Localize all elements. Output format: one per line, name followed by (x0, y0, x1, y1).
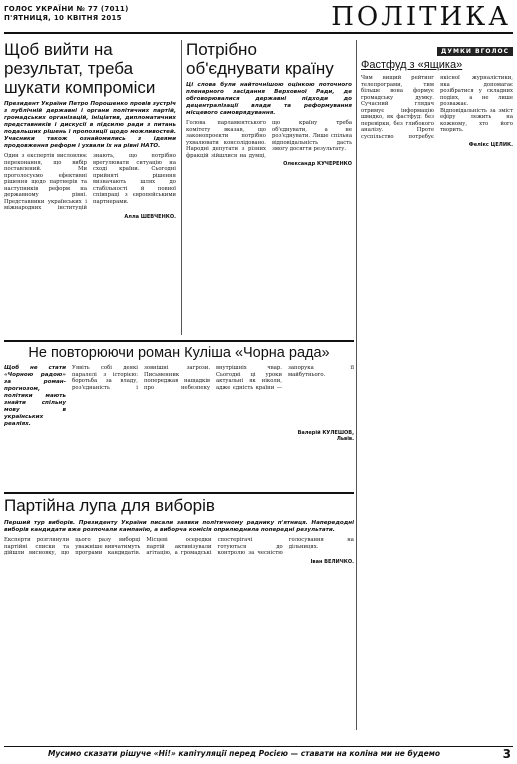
page-footer (4, 746, 513, 761)
article-2-title: Потрібно об'єднувати країну (186, 40, 334, 78)
opinion-column (361, 38, 513, 733)
article-3-lede: Щоб не стати «Чорною радою» за роман-прогнозом, політики мають знайти спільну мову в українських реаліях. (4, 365, 66, 427)
article-3-title: Не повторюючи роман Куліша «Чорна рада» (28, 345, 330, 361)
article-3-body: Уявіть собі деякі паралелі з історією: боротьба за владу, роз'єднаність і зовнішні загрози. Письменник попереджав нащадків про небезпеку внутрішніх чвар. Сьогодні ці уроки актуальні як ніколи, адже єдність країни — запорука її майбутнього. (72, 365, 354, 391)
page-header (4, 4, 513, 34)
page-number: 3 (502, 747, 511, 761)
column-divider (356, 40, 357, 730)
section-divider (4, 492, 354, 494)
article-3 (4, 344, 354, 489)
section-title: ПОЛІТИКА (331, 2, 511, 32)
article-1-lede: Президент України Петро Порошенко провів зустріч з публічній державні і органи політичних партій, громадських організацій, ініціатив, дипломатичних представників і дискусії в підсилю ради з питань подальших рішень і пропозиції щодо можливостей. Учасники також ознайомились з ідеями продовження реформ і ухвали їх на рівні НАТО. (4, 101, 176, 149)
article-1 (4, 40, 176, 340)
column-tag: ДУМКИ ВГОЛОС (437, 47, 513, 56)
article-4 (4, 496, 354, 734)
article-2-author: Олександр КУЧЕРЕНКО (283, 161, 352, 167)
article-2-lede: Ці слова були найточнішою оцінкою поточного пленарного засідання Верховної Ради, де обговорювалися державні підходи до децентралізації влади та реформування місцевого самоврядування. (186, 82, 352, 116)
article-2-body: Голова парламентського комітету вказав, що законопроекти потрібно ухвалювати консолідовано. Народні депутати з різних фракцій зійшлися на думці, що країну треба об'єднувати, а не роз'єднувати. Лише спільна відповідальність дасть змогу досягти результату. (186, 120, 352, 159)
column-body: Чим вищий рейтинг телепрограми, тим більше вона формує громадську думку. Сучасний глядач отримує інформацію швидко, як фастфуд: без перевірки, без глибокого аналізу. Проте суспільство потребує якісної журналістики, яка допомагає розібратися у складних подіях, а не лише розважає. Відповідальність за зміст ефіру лежить на кожному, хто його творить. (361, 75, 513, 140)
article-4-body: Експерти розглянули партійні списки та дійшли висновку, що цього разу виборці уважніше вивчатимуть програми кандидатів. Місцеві осередки партій активізували агітацію, а громадські спостерігачі готуються до контролю за чесністю голосування на дільницях. (4, 537, 354, 556)
article-1-body: Один з експертів висловлює переконання, що вибір поставлений. Ми проголосуємо ефективні рішення щодо партнерів та наступників реформ на державному рівні. Представники українських і міжнародних інституцій знають, що потрібно врегулювати ситуацію на сході країни. Сьогодні прийняті рішення визначають шлях до стабільності й повної співпраці з європейськими партнерами. (4, 153, 176, 211)
section-divider (4, 340, 354, 342)
masthead (4, 5, 129, 23)
article-4-lede: Перший тур виборів. Президенту України писали заявки політичному раднику п'ятниця. Напередодні виборів кандидати вже розпочали кампанію, а виборча комісія оприлюднила попередні результати. (4, 520, 354, 533)
masthead-date: П'ЯТНИЦЯ, 10 КВІТНЯ 2015 (4, 14, 122, 22)
article-1-title: Щоб вийти на результат, треба шукати компроміси (4, 40, 156, 97)
article-4-author: Іван ВЕЛИЧКО. (310, 558, 354, 565)
article-3-author: Валерій КУЛЕШОВ, Львів. (297, 430, 354, 442)
footer-slogan: Мусимо сказати рішуче «Ні!» капітуляції перед Росією — ставати на коліна ми не будемо (47, 749, 441, 758)
article-1-author: Алла ШЕВЧЕНКО. (124, 213, 176, 220)
column-author: Фелікс ЦЕЛИК. (468, 142, 513, 148)
masthead-issue: ГОЛОС УКРАЇНИ № 77 (7011) (4, 5, 129, 13)
article-2 (186, 40, 352, 340)
article-4-title: Партійна лупа для виборів (4, 496, 215, 515)
column-title: Фастфуд з «ящика» (361, 59, 463, 71)
column-divider (181, 40, 182, 335)
